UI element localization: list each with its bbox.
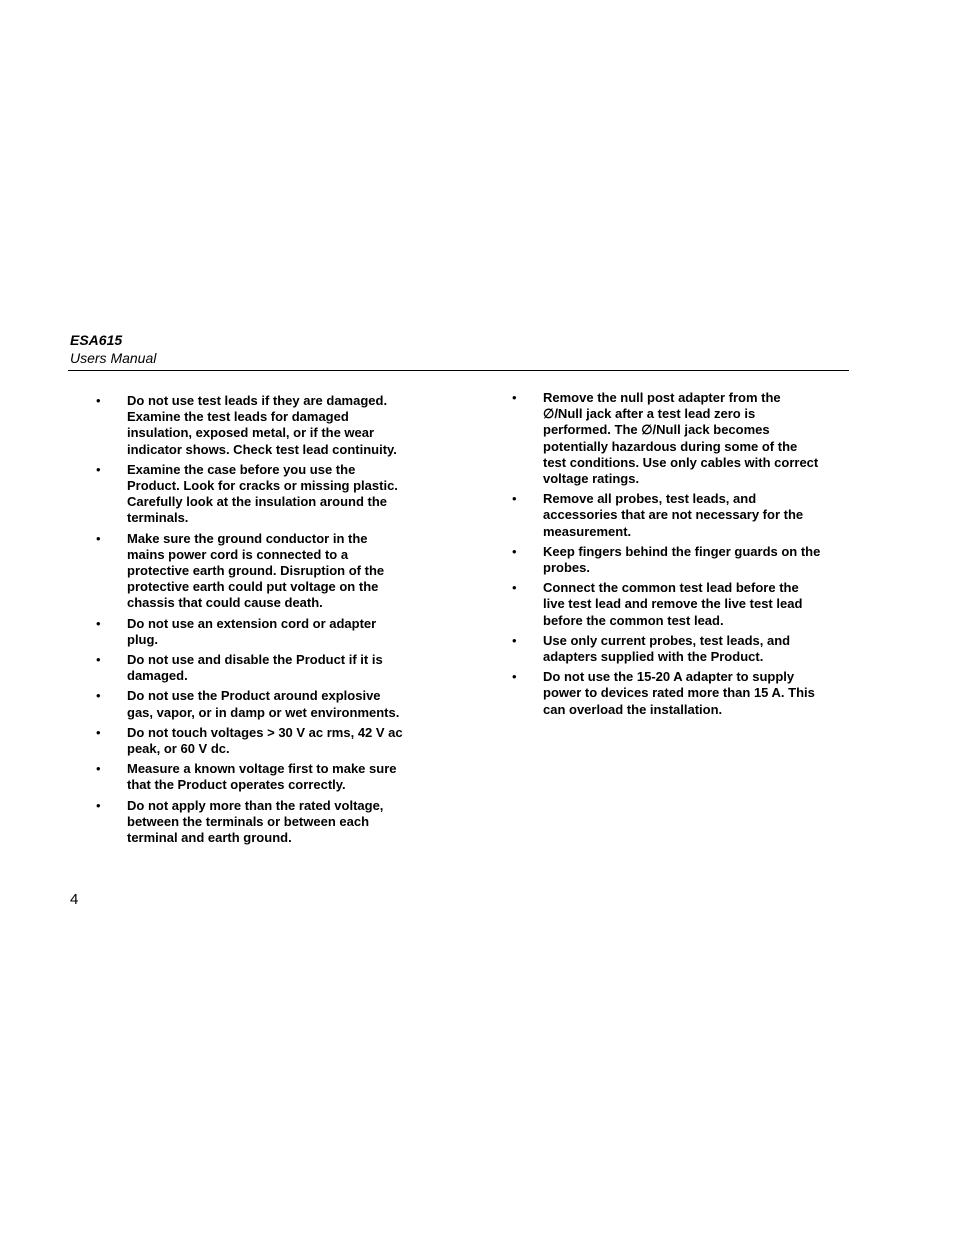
list-item-text: Measure a known voltage first to make sure that the Product operates correctly. [127, 761, 397, 793]
bullet-icon: • [96, 724, 101, 740]
bullet-icon: • [96, 530, 101, 546]
bullet-icon: • [96, 393, 101, 408]
header-divider [68, 370, 849, 371]
bullet-icon: • [96, 652, 101, 668]
bullet-icon: • [512, 580, 517, 596]
list-item [96, 798, 406, 847]
list-item-text: Do not touch voltages > 30 V ac rms, 42 V ac peak, or 60 V dc. [127, 724, 403, 757]
list-item-text: Do not use an extension cord or adapter plug. [127, 615, 377, 647]
left-warning-list [96, 393, 406, 850]
list-item [96, 725, 406, 757]
list-item-text: Do not apply more than the rated voltage, between the terminals or between each terminal and earth ground. [127, 797, 384, 846]
bullet-icon: • [512, 543, 517, 559]
bullet-icon: • [96, 797, 101, 813]
bullet-icon: • [96, 461, 101, 477]
list-item-text: Do not use the Product around explosive gas, vapor, or in damp or wet environments. [127, 688, 400, 720]
list-item [96, 616, 406, 648]
bullet-icon: • [512, 491, 517, 507]
list-item-text: Connect the common test lead before the live test lead and remove the live test lead before the common test lead. [543, 580, 803, 628]
bullet-icon: • [512, 390, 517, 405]
page-number: 4 [70, 891, 79, 908]
bullet-icon: • [512, 632, 517, 648]
document-subtitle: Users Manual [70, 350, 157, 366]
list-item-text: Keep fingers behind the finger guards on the probes. [543, 543, 821, 576]
list-item [512, 491, 822, 540]
list-item [96, 688, 406, 720]
list-item [512, 390, 822, 487]
list-item [96, 531, 406, 612]
list-item [96, 462, 406, 527]
list-item-text: Do not use the 15-20 A adapter to supply power to devices rated more than 15 A. This can overload the installation. [543, 669, 815, 717]
list-item-text: Do not use test leads if they are damaged. Examine the test leads for damaged insulation, exposed metal, or if the wear indicator shows. Check test lead continuity. [127, 393, 397, 457]
list-item-text: Make sure the ground conductor in the mains power cord is connected to a protective earth ground. Disruption of the protective earth could put voltage on the chassis that could cause death. [127, 530, 385, 611]
list-item [96, 393, 406, 458]
list-item-text: Do not use and disable the Product if it is damaged. [127, 652, 383, 684]
bullet-icon: • [96, 688, 101, 704]
bullet-icon: • [512, 669, 517, 685]
page-header [70, 331, 850, 367]
list-item [512, 544, 822, 576]
list-item-text: Remove all probes, test leads, and accessories that are not necessary for the measurement. [543, 491, 804, 539]
list-item [512, 580, 822, 629]
bullet-icon: • [96, 761, 101, 777]
list-item [512, 669, 822, 718]
bullet-icon: • [96, 615, 101, 631]
right-warning-list [512, 390, 822, 722]
document-title: ESA615 [70, 332, 123, 348]
list-item-text: Remove the null post adapter from the ∅/Null jack after a test lead zero is performed. The ∅/Null jack becomes potentially hazardous during some of the test conditions. Use only cables with correct voltage ratings. [543, 390, 819, 487]
list-item-text: Use only current probes, test leads, and adapters supplied with the Product. [543, 632, 791, 665]
list-item [96, 761, 406, 793]
list-item [512, 633, 822, 665]
list-item [96, 652, 406, 684]
list-item-text: Examine the case before you use the Product. Look for cracks or missing plastic. Carefully look at the insulation around the terminals. [127, 461, 398, 526]
